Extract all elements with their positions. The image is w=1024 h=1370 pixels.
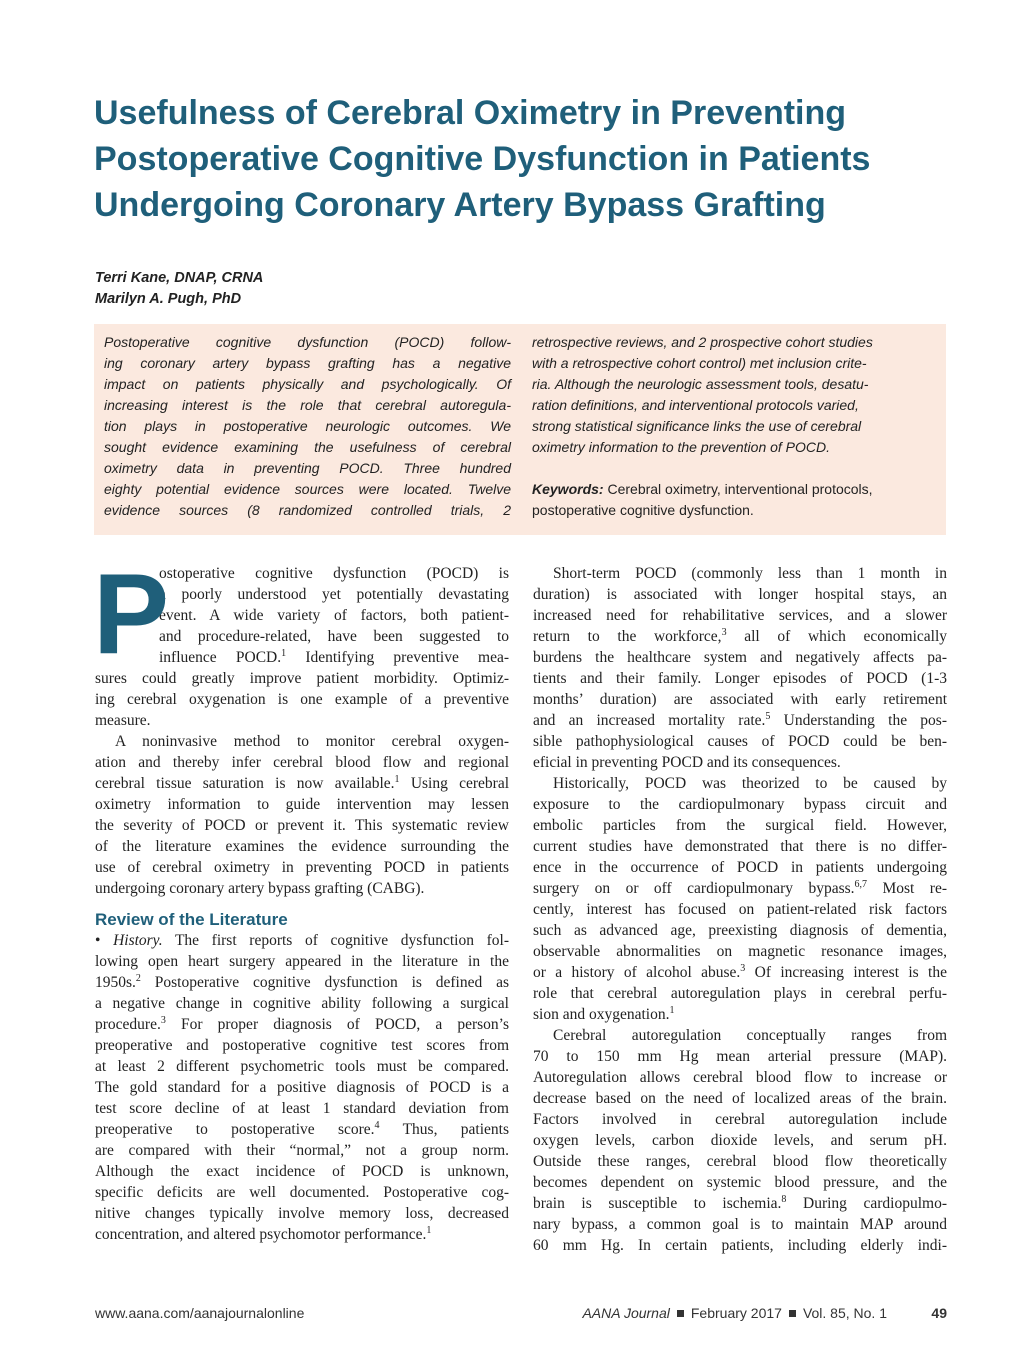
- page-footer: [95, 1305, 947, 1325]
- body-text: cerebral tissue saturation is now available.: [95, 775, 395, 792]
- keywords-label: Keywords:: [532, 481, 604, 497]
- body-line: current studies have demonstrated that there is no differ-: [533, 838, 947, 855]
- body-text: For proper diagnosis of POCD, a person’s: [180, 1016, 510, 1033]
- abstract-line: with a retrospective cohort control) met inclusion crite-: [532, 355, 867, 371]
- keywords-text: Cerebral oximetry, interventional protocols,: [607, 481, 873, 497]
- journal-citation: [582, 1305, 887, 1321]
- body-line: Although the exact incidence of POCD is unknown,: [95, 1163, 509, 1180]
- square-bullet-icon: [677, 1310, 684, 1317]
- body-text: Postoperative cognitive dysfunction is defined as: [154, 974, 510, 991]
- body-line: [533, 962, 947, 983]
- body-line: Outside these ranges, cerebral blood flow theoretically: [533, 1153, 947, 1170]
- body-line: lowing open heart surgery appeared in the literature in the: [95, 953, 509, 970]
- article-title: [94, 90, 974, 228]
- citation: 6,7: [854, 879, 868, 890]
- keywords-text: postoperative cognitive dysfunction.: [532, 502, 754, 518]
- body-line: Short-term POCD (commonly less than 1 month in: [553, 565, 947, 582]
- volume-issue: Vol. 85, No. 1: [802, 1305, 887, 1321]
- journal-url[interactable]: www.aana.com/aanajournalonline: [95, 1305, 305, 1321]
- body-text: Using cerebral: [410, 775, 510, 792]
- citation: 4: [374, 1120, 380, 1131]
- citation: 8: [781, 1194, 787, 1205]
- abstract-line: tion plays in postoperative neurologic outcomes. We: [104, 418, 511, 434]
- body-line: observable abnormalities on magnetic resonance images,: [533, 943, 947, 960]
- abstract-line: ing coronary artery bypass grafting has a negative: [104, 355, 511, 371]
- body-line: ostoperative cognitive dysfunction (POCD) is: [159, 565, 509, 582]
- body-line: [95, 773, 509, 794]
- body-line: [95, 972, 509, 993]
- body-line: Autoregulation allows cerebral blood flow to increase or: [533, 1069, 947, 1086]
- body-line: Factors involved in cerebral autoregulation include: [533, 1111, 947, 1128]
- body-line: burdens the healthcare system and negatively affects pa-: [533, 649, 947, 666]
- abstract-line: eighty potential evidence sources were located. Twelve: [104, 481, 511, 497]
- abstract-line: strong statistical significance links the use of cerebral: [532, 418, 862, 434]
- body-line: specific deficits are well documented. Postoperative cog-: [95, 1184, 509, 1201]
- body-line: measure.: [95, 712, 151, 729]
- body-line: eficial in preventing POCD and its consequences.: [533, 754, 841, 771]
- journal-name: AANA Journal: [582, 1305, 670, 1321]
- body-line: cently, interest has focused on patient-related risk factors: [533, 901, 947, 918]
- body-line: [95, 1014, 509, 1035]
- author-name: Terri Kane, DNAP, CRNA: [95, 270, 264, 286]
- body-line: ence in the occurrence of POCD in patients undergoing: [533, 859, 947, 876]
- abstract-right-column: [532, 332, 938, 521]
- body-line: embolic particles from the surgical field. However,: [533, 817, 947, 834]
- abstract-left-column: [104, 332, 511, 521]
- body-line: test score decline of at least 1 standard deviation from: [95, 1100, 509, 1117]
- body-line: [533, 710, 947, 731]
- citation: 1: [669, 1005, 675, 1016]
- body-text: procedure.: [95, 1016, 161, 1033]
- issue-date: February 2017: [690, 1305, 782, 1321]
- body-line: increased need for rehabilitative services, and a slower: [533, 607, 947, 624]
- body-line: duration) is associated with longer hospital stays, an: [533, 586, 947, 603]
- citation: 5: [765, 711, 771, 722]
- abstract-line: impact on patients physically and psychologically. Of: [104, 376, 511, 392]
- abstract-line: sought evidence examining the usefulness of cerebral: [104, 439, 511, 455]
- body-line: • History. The first reports of cognitive dysfunction fol-: [95, 932, 509, 949]
- abstract-line: increasing interest is the role that cerebral autoregula-: [104, 397, 511, 413]
- body-line: A noninvasive method to monitor cerebral oxygen-: [115, 733, 509, 750]
- body-text: surgery on or off cardiopulmonary bypass.: [533, 880, 855, 897]
- body-line: are compared with their “normal,” not a group norm.: [95, 1142, 509, 1159]
- body-line: [95, 1119, 509, 1140]
- citation: 2: [135, 973, 141, 984]
- body-text: preoperative to postoperative score.: [95, 1121, 375, 1138]
- citation: 1: [426, 1225, 432, 1236]
- keywords: [532, 479, 938, 521]
- body-line: [533, 1193, 947, 1214]
- body-text: brain is susceptible to ischemia.: [533, 1195, 782, 1212]
- body-line: nitive changes typically involve memory loss, decreased: [95, 1205, 509, 1222]
- body-line: use of cerebral oximetry in preventing POCD in patients: [95, 859, 509, 876]
- body-line: and procedure-related, have been suggested to: [159, 628, 509, 645]
- drop-cap: P: [93, 551, 170, 678]
- section-heading: Review of the Literature: [95, 910, 288, 929]
- body-line: tients and their family. Longer episodes of POCD (1-3: [533, 670, 947, 687]
- body-line: [95, 1224, 509, 1245]
- body-text: concentration, and altered psychomotor performance.: [95, 1226, 427, 1243]
- body-line: [533, 878, 947, 899]
- abstract-line: retrospective reviews, and 2 prospective cohort studies: [532, 334, 873, 350]
- body-line: 60 mm Hg. In certain patients, including elderly indi-: [533, 1237, 947, 1254]
- abstract-line: ria. Although the neurologic assessment tools, desatu-: [532, 376, 869, 392]
- body-line: a negative change in cognitive ability following a surgical: [95, 995, 509, 1012]
- abstract-line: oximetry data in preventing POCD. Three hundred: [104, 460, 511, 476]
- body-line: such as advanced age, preexisting diagnosis of dementia,: [533, 922, 947, 939]
- body-text: Thus, patients: [402, 1121, 509, 1138]
- abstract-line: ration definitions, and interventional protocols varied,: [532, 397, 859, 413]
- body-line: oximetry information to guide intervention may lessen: [95, 796, 509, 813]
- body-line: sible pathophysiological causes of POCD could be ben-: [533, 733, 947, 750]
- citation: 1: [281, 648, 287, 659]
- title-line: Postoperative Cognitive Dysfunction in Patients: [94, 140, 871, 178]
- body-right-column: [533, 563, 947, 1256]
- body-line: Historically, POCD was theorized to be caused by: [553, 775, 947, 792]
- body-line: months’ duration) are associated with early retirement: [533, 691, 947, 708]
- abstract-line: oximetry information to the prevention of POCD.: [532, 439, 831, 455]
- abstract-line: evidence sources (8 randomized controlled trials, 2: [104, 502, 511, 518]
- subsection-label: History.: [113, 932, 163, 949]
- body-text: influence POCD.: [159, 649, 282, 666]
- citation: 3: [740, 963, 746, 974]
- body-line: preoperative and postoperative cognitive test scores from: [95, 1037, 509, 1054]
- abstract-line: Postoperative cognitive dysfunction (POCD) follow-: [104, 334, 511, 350]
- body-line: nary bypass, a common goal is to maintain MAP around: [533, 1216, 947, 1233]
- body-text: During cardiopulmo-: [803, 1195, 947, 1212]
- body-text: Understanding the pos-: [783, 712, 947, 729]
- body-line: at least 2 different psychometric tools must be compared.: [95, 1058, 509, 1075]
- body-line: ing cerebral oxygenation is one example of a preventive: [95, 691, 509, 708]
- citation: 3: [160, 1015, 166, 1026]
- body-line: 70 to 150 mm Hg mean arterial pressure (MAP).: [533, 1048, 947, 1065]
- body-text: 1950s.: [95, 974, 136, 991]
- square-bullet-icon: [789, 1310, 796, 1317]
- body-line: ation and thereby infer cerebral blood flow and regional: [95, 754, 509, 771]
- body-text: all of which economically: [744, 628, 948, 645]
- body-text: and an increased mortality rate.: [533, 712, 766, 729]
- body-line: becomes dependent on systemic blood pressure, and the: [533, 1174, 947, 1191]
- body-line: Cerebral autoregulation conceptually ranges from: [553, 1027, 947, 1044]
- body-line: oxygen levels, carbon dioxide levels, and serum pH.: [533, 1132, 947, 1149]
- body-text: Of increasing interest is the: [754, 964, 947, 981]
- body-line: exposure to the cardiopulmonary bypass circuit and: [533, 796, 947, 813]
- body-line: [533, 626, 947, 647]
- body-line: The gold standard for a positive diagnosis of POCD is a: [95, 1079, 509, 1096]
- body-line: of the literature examines the evidence surrounding the: [95, 838, 509, 855]
- body-text: The first reports of cognitive dysfunction fol-: [174, 932, 509, 949]
- body-text: Identifying preventive mea-: [305, 649, 510, 666]
- abstract-box: [94, 324, 946, 535]
- body-text: or a history of alcohol abuse.: [533, 964, 741, 981]
- body-text: return to the workforce,: [533, 628, 722, 645]
- body-line: sures could greatly improve patient morbidity. Optimiz-: [95, 670, 509, 687]
- page-number: 49: [931, 1305, 947, 1321]
- body-line: [533, 1004, 947, 1025]
- body-text: Most re-: [882, 880, 947, 897]
- body-line: the severity of POCD or prevent it. This systematic review: [95, 817, 509, 834]
- title-line: Usefulness of Cerebral Oximetry in Preventing: [94, 94, 847, 132]
- body-line: a poorly understood yet potentially devastating: [159, 586, 509, 603]
- body-text: sion and oxygenation.: [533, 1006, 670, 1023]
- citation: 1: [394, 774, 400, 785]
- author-list: [95, 268, 263, 310]
- citation: 3: [721, 627, 727, 638]
- author-name: Marilyn A. Pugh, PhD: [95, 291, 242, 307]
- keywords-line: [532, 479, 938, 500]
- body-left-column: [93, 551, 510, 1245]
- body-line: undergoing coronary artery bypass grafting (CABG).: [95, 880, 425, 897]
- body-line: decrease based on the need of localized areas of the brain.: [533, 1090, 947, 1107]
- title-line: Undergoing Coronary Artery Bypass Grafting: [94, 186, 826, 224]
- body-line: event. A wide variety of factors, both patient-: [159, 607, 509, 624]
- body-line: role that cerebral autoregulation plays in cerebral perfu-: [533, 985, 947, 1002]
